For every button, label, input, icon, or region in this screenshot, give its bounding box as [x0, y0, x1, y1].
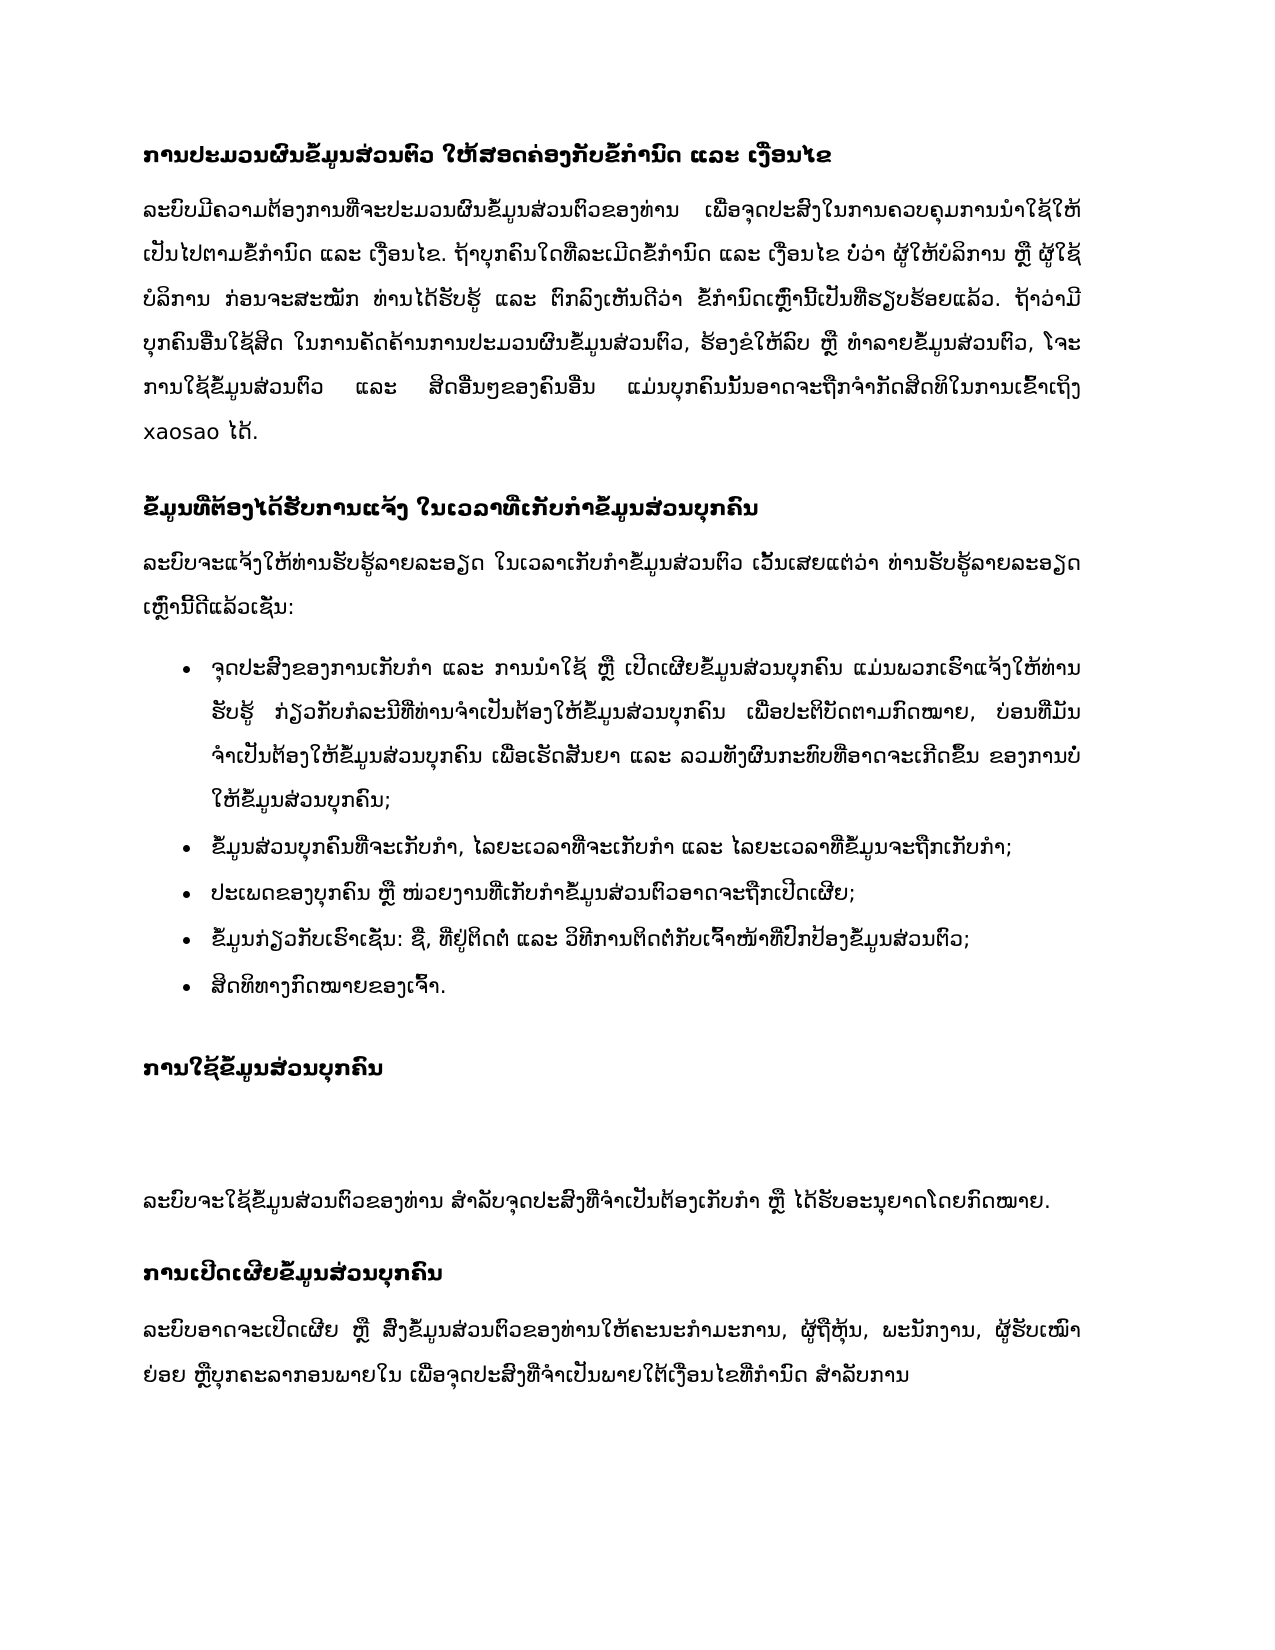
heading-notice-requirements: ຂໍ້ມູນທີ່ຕ້ອງໄດ້ຮັບການແຈ້ງ ໃນເວລາທີ່ເກັບກຳຂໍ້ມູນສ່ວນບຸກຄົນ — [143, 495, 759, 521]
heading-consent-processing: ການປະມວນຜົນຂໍ້ມູນສ່ວນຕົວ ໃຫ້ສອດຄ່ອງກັບຂໍ້ກຳນົດ ແລະ ເງື່ອນໄຂ — [143, 143, 832, 168]
list-item: ຂໍ້ມູນສ່ວນບຸກຄົນທີ່ຈະເກັບກຳ, ໄລຍະເວລາທີ່ຈະເກັບກຳ ແລະ ໄລຍະເວລາທີ່ຂໍ້ມູນຈະຖືກເກັບກຳ; — [143, 826, 1081, 870]
heading-use-of-personal-data: ການໃຊ້ຂໍ້ມູນສ່ວນບຸກຄົນ — [143, 1055, 384, 1081]
document-content — [143, 140, 1081, 1398]
list-item: ປະເພດຂອງບຸກຄົນ ຫຼື ໜ່ວຍງານທີ່ເກັບກຳຂໍ້ມູນສ່ວນຕົວອາດຈະຖືກເປີດເຜີຍ; — [143, 872, 1081, 916]
notice-bullet-list — [143, 647, 1081, 1009]
list-item: ສິດທິທາງກົດໝາຍຂອງເຈົ້າ. — [143, 965, 1081, 1009]
paragraph-use-of-personal-data: ລະບົບຈະໃຊ້ຂໍ້ມູນສ່ວນຕົວຂອງທ່ານ ສຳລັບຈຸດປະສົງທີ່ຈຳເປັນຕ້ອງເກັບກຳ ຫຼື ໄດ້ຮັບອະນຸຍາດໂດຍກົດໝາຍ. — [143, 1189, 1051, 1215]
heading-disclosure-of-personal-data: ການເປີດເຜີຍຂໍ້ມູນສ່ວນບຸກຄົນ — [143, 1261, 443, 1287]
paragraph-notice-intro: ລະບົບຈະແຈ້ງໃຫ້ທ່ານຮັບຮູ້ລາຍລະອຽດ ໃນເວລາເກັບກຳຂໍ້ມູນສ່ວນຕົວ ເວັ້ນເສຍແຕ່ວ່າ ທ່ານຮັບຮູ້ລາຍລະອຽດເຫຼົ່ານີ້ດີແລ້ວເຊັ່ນ: — [143, 551, 1081, 621]
paragraph-disclosure-of-personal-data: ລະບົບອາດຈະເປີດເຜີຍ ຫຼື ສົ່ງຂໍ້ມູນສ່ວນຕົວຂອງທ່ານໃຫ້ຄະນະກຳມະການ, ຜູ້ຖືຫຸ້ນ, ພະນັກງານ, ຜູ້ຮັບເໝົາຍ່ອຍ ຫຼືບຸກຄະລາກອນພາຍໃນ ເພື່ອຈຸດປະສົງທີ່ຈຳເປັນພາຍໃຕ້ເງື່ອນໄຂທີ່ກຳນົດ ສຳລັບການ — [143, 1318, 1081, 1388]
list-item: ຂໍ້ມູນກ່ຽວກັບເຮົາເຊັ່ນ: ຊື່, ທີ່ຢູ່ຕິດຕໍ່ ແລະ ວິທີການຕິດຕໍ່ກັບເຈົ້າໜ້າທີ່ປົກປ້ອງຂໍ້ມູນສ່ວນຕົວ; — [143, 918, 1081, 962]
paragraph-consent-processing: ລະບົບມີຄວາມຕ້ອງການທີ່ຈະປະມວນຜົນຂໍ້ມູນສ່ວນຕົວຂອງທ່ານ ເພື່ອຈຸດປະສົງໃນການຄວບຄຸມການນຳໃຊ້ໃຫ້ເປັນໄປຕາມຂໍ້ກຳນົດ ແລະ ເງື່ອນໄຂ. ຖ້າບຸກຄົນໃດທີ່ລະເມີດຂໍ້ກຳນົດ ແລະ ເງື່ອນໄຂ ບໍ່ວ່າ ຜູ້ໃຫ້ບໍລິການ ຫຼື ຜູ້ໃຊ້ບໍລິການ ກ່ອນຈະສະໝັກ ທ່ານໄດ້ຮັບຮູ້ ແລະ ຕົກລົງເຫັນດີວ່າ ຂໍ້ກຳນົດເຫຼົ່ານີ້ເປັນທີ່ຮຽບຮ້ອຍແລ້ວ. ຖ້າວ່າມີບຸກຄົນອື່ນໃຊ້ສິດ ໃນການຄັດຄ້ານການປະມວນຜົນຂໍ້ມູນສ່ວນຕົວ, ຮ້ອງຂໍໃຫ້ລົບ ຫຼື ທຳລາຍຂໍ້ມູນສ່ວນຕົວ, ໂຈະການໃຊ້ຂໍ້ມູນສ່ວນຕົວ ແລະ ສິດອື່ນໆຂອງຄົນອື່ນ ແມ່ນບຸກຄົນນັ້ນອາດຈະຖືກຈຳກັດສິດທິໃນການເຂົ້າເຖິງ xaosao ໄດ້. — [143, 198, 1081, 445]
list-item: ຈຸດປະສົງຂອງການເກັບກຳ ແລະ ການນຳໃຊ້ ຫຼື ເປີດເຜີຍຂໍ້ມູນສ່ວນບຸກຄົນ ແມ່ນພວກເຮົາແຈ້ງໃຫ້ທ່ານຮັບຮູ້ ກ່ຽວກັບກໍລະນີທີ່ທ່ານຈຳເປັນຕ້ອງໃຫ້ຂໍ້ມູນສ່ວນບຸກຄົນ ເພື່ອປະຕິບັດຕາມກົດໝາຍ, ບ່ອນທີ່ມັນຈຳເປັນຕ້ອງໃຫ້ຂໍ້ມູນສ່ວນບຸກຄົນ ເພື່ອເຮັດສັນຍາ ແລະ ລວມທັງຜົນກະທົບທີ່ອາດຈະເກີດຂຶ້ນ ຂອງການບໍ່ໃຫ້ຂໍ້ມູນສ່ວນບຸກຄົນ; — [143, 647, 1081, 824]
